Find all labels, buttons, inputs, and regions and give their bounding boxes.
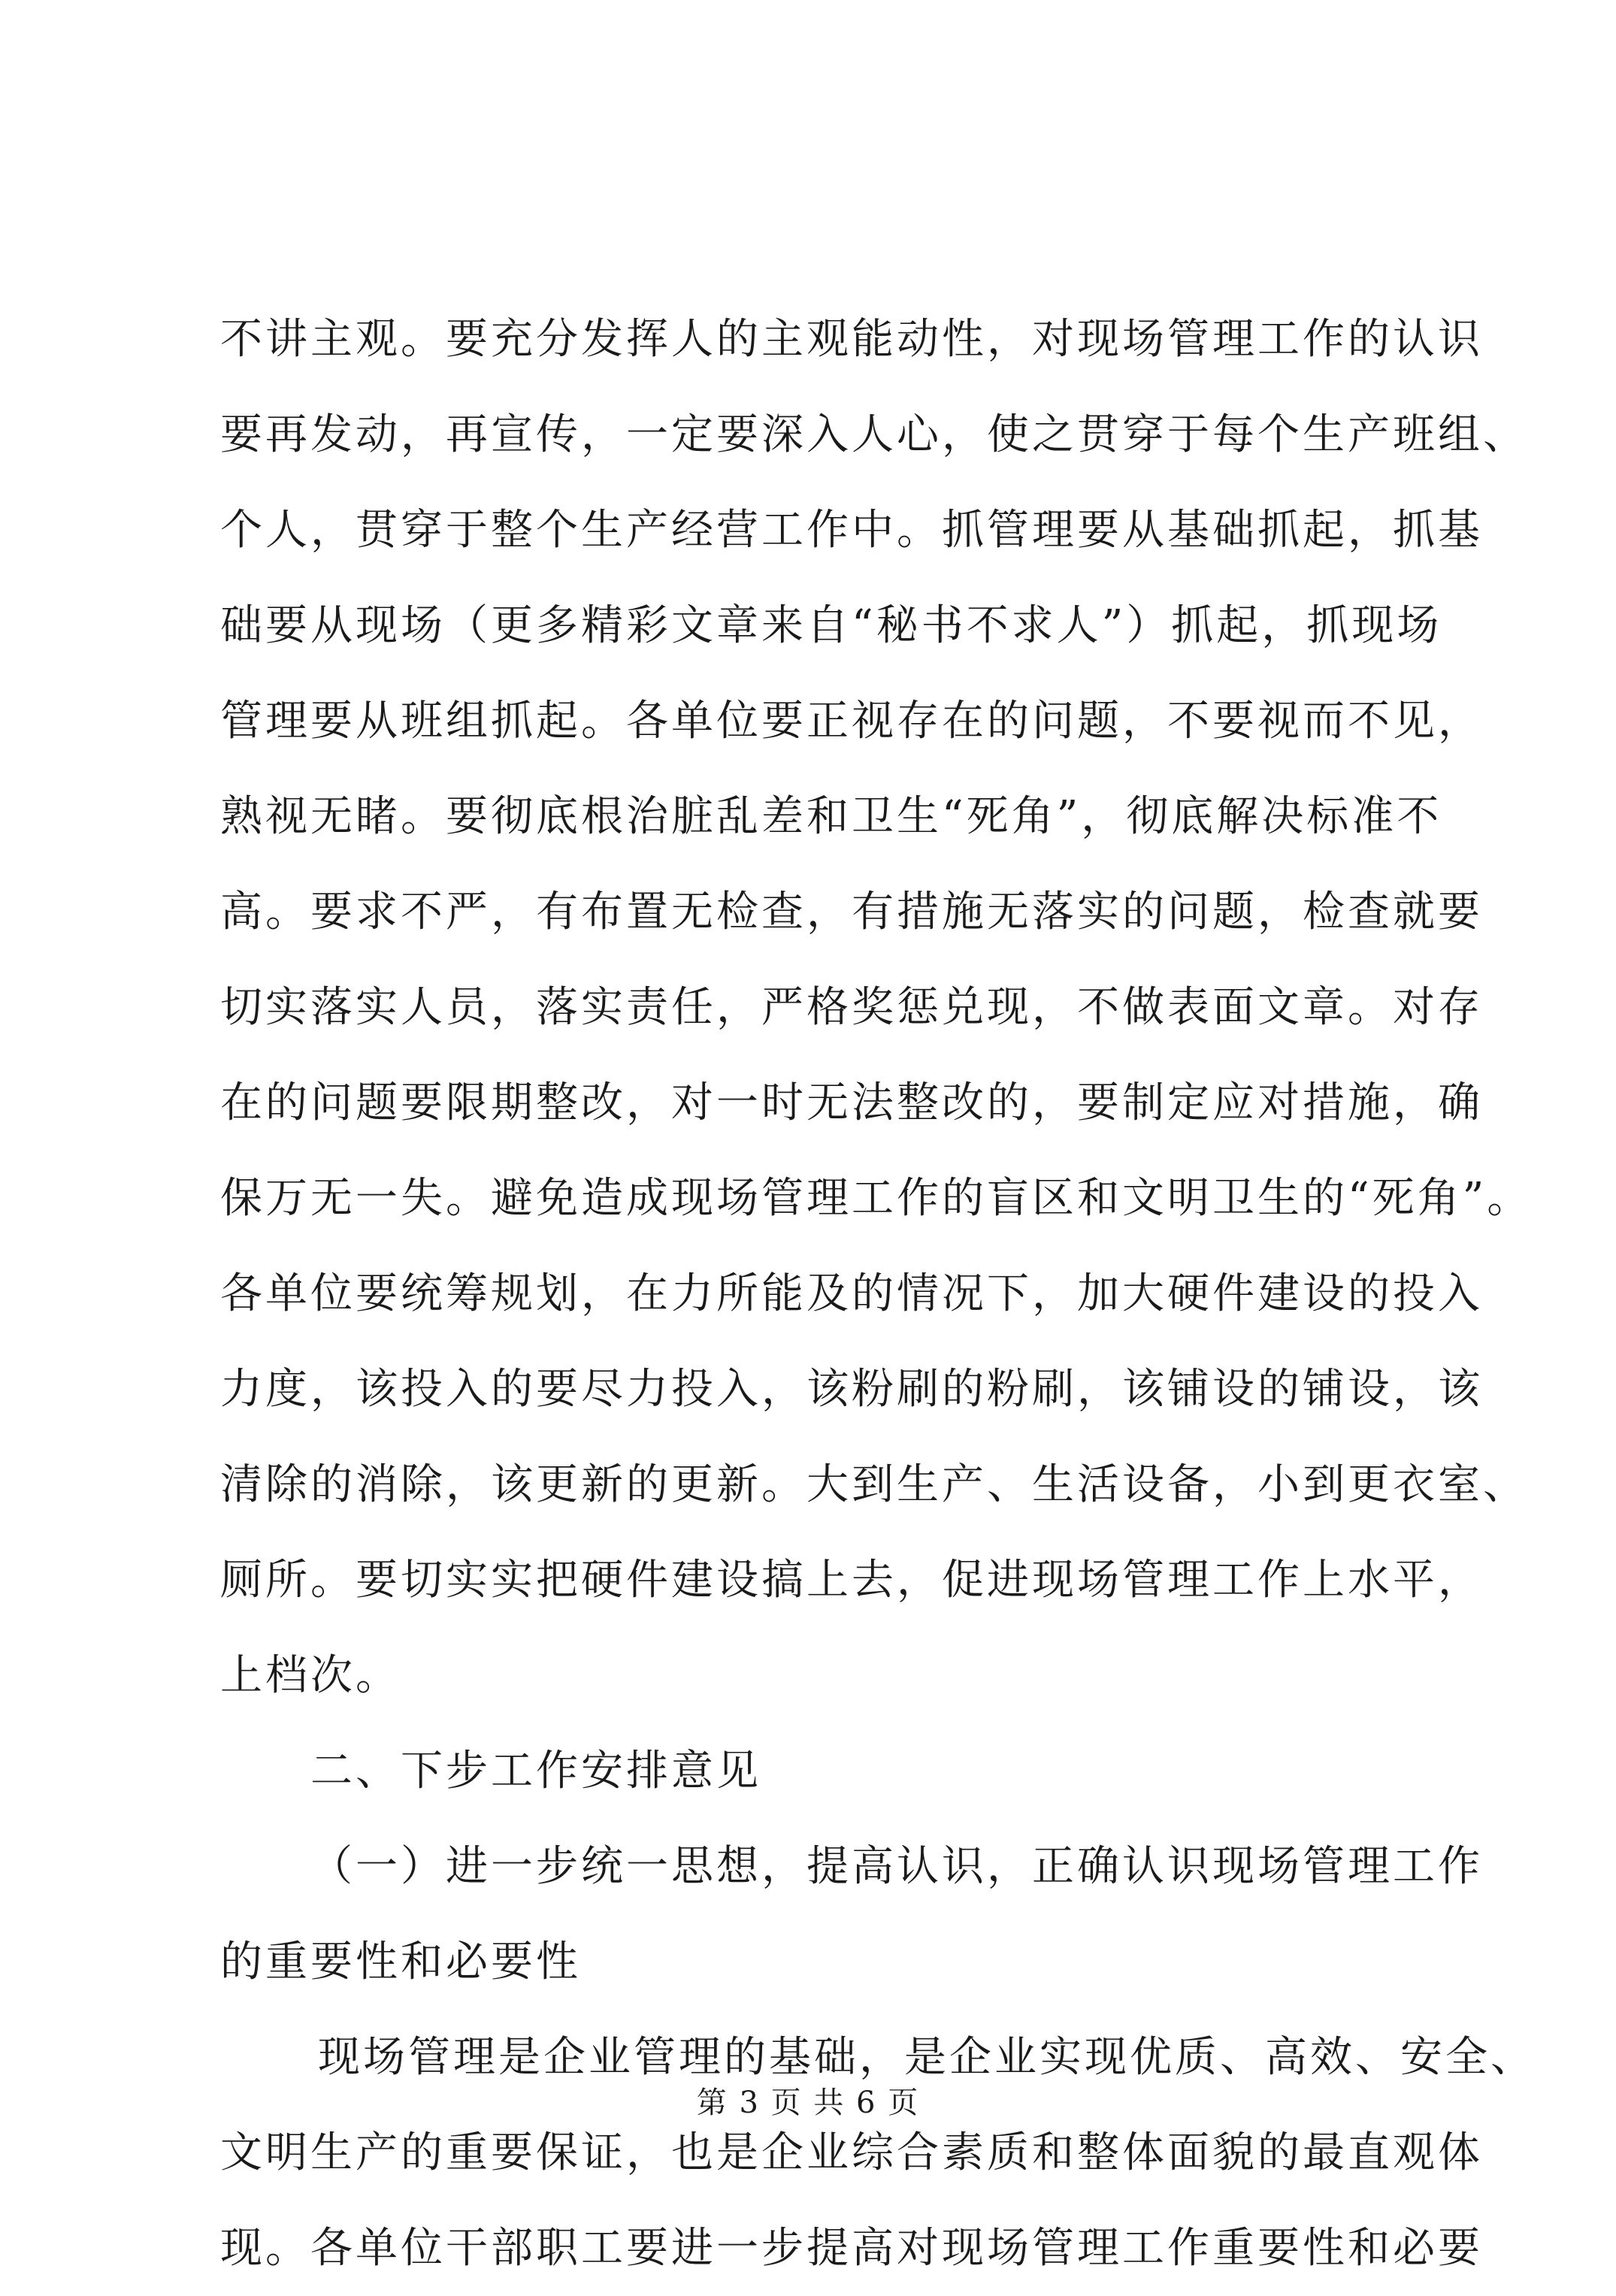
text-line: 管理要从班组抓起。各单位要正视存在的问题，不要视而不见， [220,697,1483,746]
subsection-heading-continued: 的重要性和必要性 [220,1938,581,1986]
subsection-heading: （一）进一步统一思想，提高认识，正确认识现场管理工作 [310,1842,1483,1891]
text-line: 力度，该投入的要尽力投入，该粉刷的粉刷，该铺设的铺设，该 [220,1365,1483,1414]
text-line: 不讲主观。要充分发挥人的主观能动性，对现场管理工作的认识 [220,315,1483,364]
text-line: 文明生产的重要保证，也是企业综合素质和整体面貌的最直观体 [220,2128,1483,2177]
text-line: 础要从现场（更多精彩文章来自“秘书不求人”）抓起，抓现场 [220,601,1442,650]
section-heading: 二、下步工作安排意见 [310,1747,761,1795]
text-line: 现。各单位干部职工要进一步提高对现场管理工作重要性和必要 [220,2224,1483,2273]
text-line: 熟视无睹。要彻底根治脏乱差和卫生“死角”，彻底解决标准不 [220,792,1442,841]
text-line: 切实落实人员，落实责任，严格奖惩兑现，不做表面文章。对存 [220,983,1483,1032]
text-line: 高。要求不严，有布置无检查，有措施无落实的问题，检查就要 [220,888,1483,936]
text-line: 清除的消除，该更新的更新。大到生产、生活设备，小到更衣室、 [220,1460,1528,1509]
body-text [220,292,1536,2296]
text-line: 在的问题要限期整改，对一时无法整改的，要制定应对措施，确 [220,1078,1483,1127]
text-line: 要再发动，再宣传，一定要深入人心，使之贯穿于每个生产班组、 [220,410,1528,459]
text-line: 厕所。要切实实把硬件建设搞上去，促进现场管理工作上水平， [220,1556,1483,1605]
text-line: 各单位要统筹规划，在力所能及的情况下，加大硬件建设的投入 [220,1269,1483,1318]
text-line: 上档次。 [220,1651,401,1700]
text-line: 个人，贯穿于整个生产经营工作中。抓管理要从基础抓起，抓基 [220,506,1483,555]
paragraph-first-line: 现场管理是企业管理的基础，是企业实现优质、高效、安全、 [318,2033,1536,2082]
text-line: 保万无一失。避免造成现场管理工作的盲区和文明卫生的“死角”。 [220,1174,1533,1223]
page-number-footer: 第 3 页 共 6 页 [696,2086,920,2120]
